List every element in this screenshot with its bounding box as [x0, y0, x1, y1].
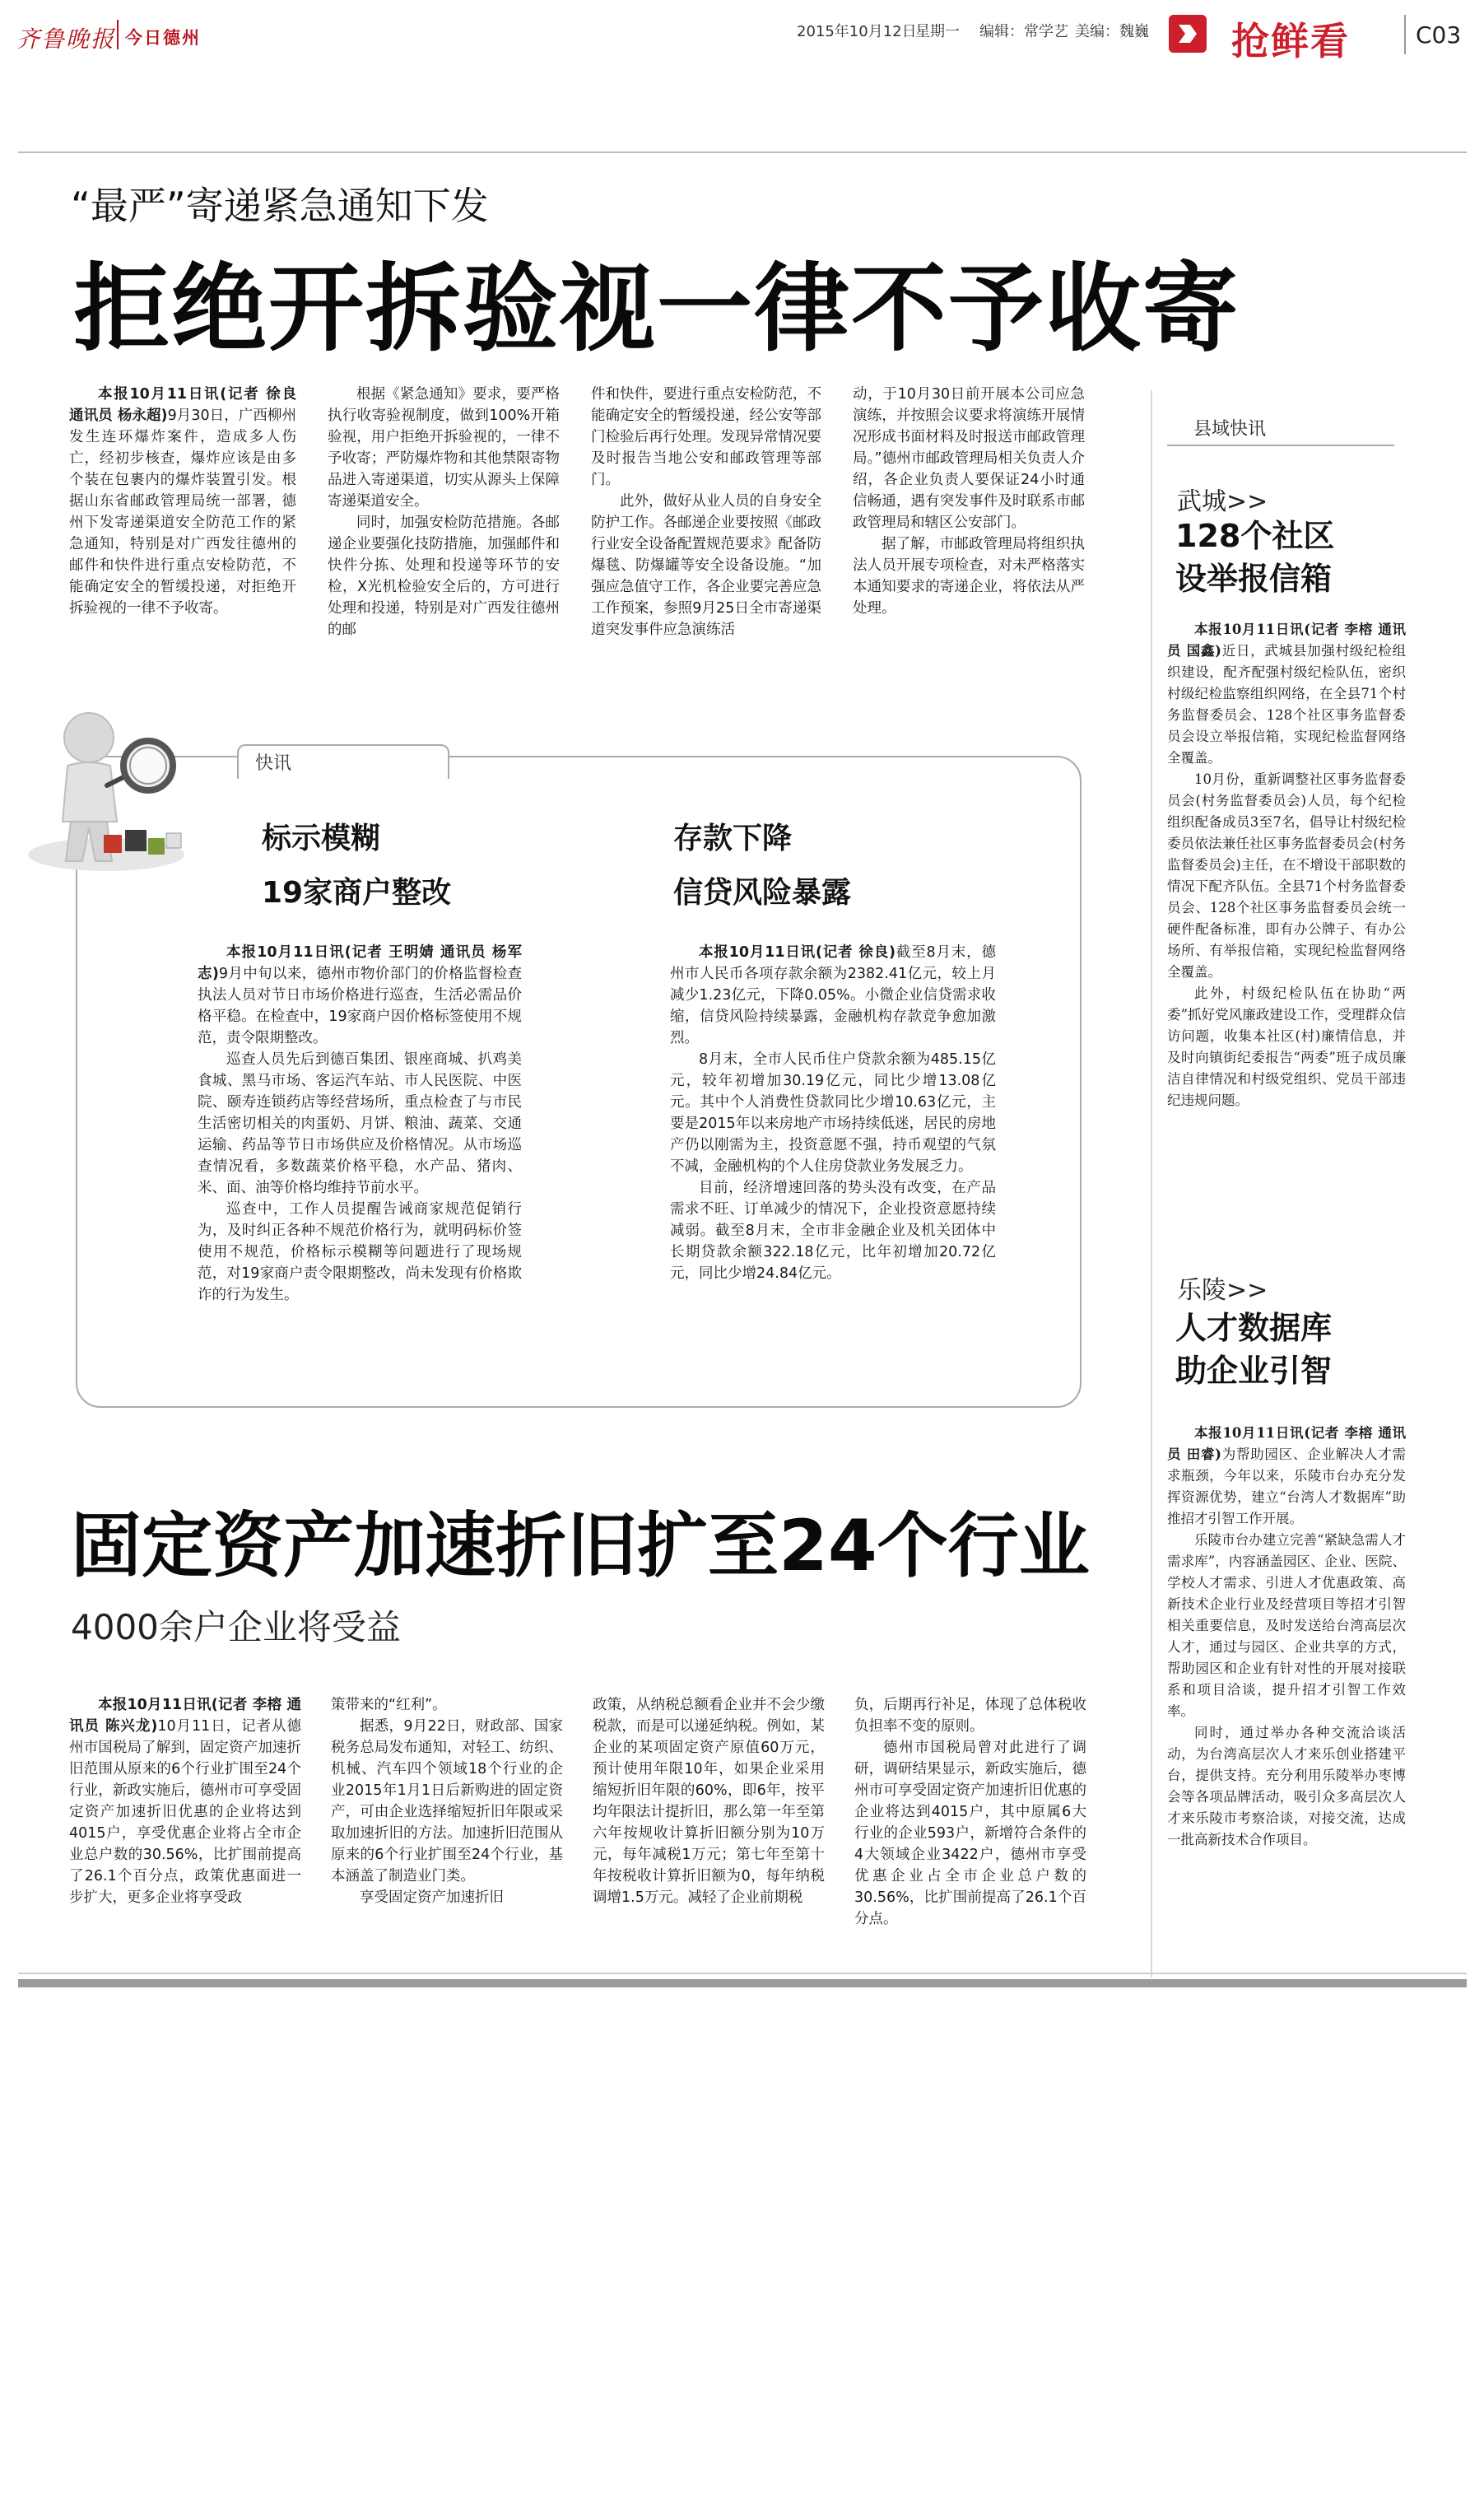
second-col3-text: 政策，从纳税总额看企业并不会少缴税款，而是可以递延纳税。例如，某企业的某项固定资产原值60万元，预计使用年限10年，如果企业采用缩短折旧年限的60%，即6年，按平均年限法计提折旧，那么第一年至第六年按规收计算折旧额分别为10万元，每年减税1万元；第七年至第十年按税收计算折旧额为0，每年纳税调增1.5万元。减轻了企业前期税	[593, 1697, 825, 1906]
second-column-1	[69, 1694, 301, 1971]
second-col4-para-2: 德州市国税局曾对此进行了调研，调研结果显示，新政实施后，德州市可享受固定资产加速折旧优惠的企业将达到4015户，其中原属6大行业的企业593户，新增符合条件的4大领域企业3422户，德州市享受优惠企业占全市企业总户数的30.56%，比扩围前提高了26.1个百分点。	[854, 1740, 1086, 1927]
sidebar-item1-dateline: 本报10月11日讯(记者 李榕 通讯员 国鑫)	[1167, 622, 1406, 659]
kuaixun-left-dateline: 本报10月11日讯(记者 王明婧 通讯员 杨军志)	[198, 944, 522, 982]
editor-credit: 编辑：常学艺	[979, 23, 1068, 40]
second-subhead: 4000余户企业将受益	[71, 1607, 401, 1647]
sidebar-item1-p2: 10月份，重新调整社区事务监督委员会(村务监督委员会)人员，每个纪检组织配备成员3至7名，倡导让村级纪检委员依法兼任社区事务监督委员会(村务监督委员会)主任，在不增设干部职数的情况下配齐队伍。全县71个村务监督委员会、128个社区事务监督委员会统一硬件配备标准，即有办公牌子、有办公场所、有举报信箱，实现纪检监督网络全覆盖。	[1167, 771, 1406, 980]
kuaixun-right-body	[670, 942, 996, 1395]
lead-col4-para-1: 动，于10月30日前开展本公司应急演练，并按照会议要求将演练开展情况形成书面材料及时报送市邮政管理局。”德州市邮政管理局相关负责人介绍，各企业负责人要保证24小时通信畅通，遇有突发事件及时联系市邮政管理局和辖区公安部门。	[853, 386, 1085, 531]
lead-col1-text: 9月30日，广西柳州发生连环爆炸案件，造成多人伤亡，经初步核查，爆炸应该是由多个装在包裹内的爆炸装置引发。根据山东省邮政管理局统一部署，德州下发寄递渠道安全防范工作的紧急通知，特别是对广西发往德州的邮件和快件进行重点安检防范，不能确定安全的暂缓投递，对拒绝开拆验视的一律不予收寄。	[69, 408, 296, 617]
kuaixun-right-p3: 目前，经济增速回落的势头没有改变，在产品需求不旺、订单减少的情况下，企业投资意愿持续减弱。截至8月末，全市非金融企业及机关团体中长期贷款余额322.18亿元，比年初增加20.72亿元，同比少增24.84亿元。	[670, 1180, 996, 1282]
second-column-4	[854, 1694, 1086, 1971]
kuaixun-right-title-2: 信贷风险暴露	[673, 876, 852, 910]
sidebar-item1-p1: 近日，武城县加强村级纪检组织建设，配齐配强村级纪检队伍，密织村级纪检监察组织网络，在全县71个村务监督委员会、128个社区事务监督委员会设立举报信箱，实现纪检监督网络全覆盖。	[1167, 643, 1406, 766]
lead-column-3	[591, 384, 821, 696]
issue-weekday: 星期一	[915, 23, 960, 40]
second-column-2	[331, 1694, 563, 1971]
second-col1-text: 10月11日，记者从德州市国税局了解到，固定资产加速折旧范围从原来的6个行业扩围至24个行业，新政实施后，德州市可享受固定资产加速折旧优惠的企业将达到4015户，享受优惠企业将占全市企业总户数的30.56%，比扩围前提高了26.1个百分点，政策优惠面进一步扩大，更多企业将享受政	[69, 1718, 301, 1906]
second-column-3	[593, 1694, 825, 1971]
issue-date: 2015年10月12日	[797, 23, 917, 40]
footer-rule	[18, 1979, 1467, 1987]
kuaixun-left-p2: 巡查人员先后到德百集团、银座商城、扒鸡美食城、黑马市场、客运汽车站、市人民医院、中医院、颐寿连锁药店等经营场所，重点检查了与市民生活密切相关的肉蛋奶、月饼、粮油、蔬菜、交通运输、药品等节日市场供应及价格情况。从市场巡查情况看，多数蔬菜价格平稳，水产品、猪肉、米、面、油等价格均维持节前水平。	[198, 1051, 522, 1196]
sidebar-label-rule	[1167, 445, 1394, 446]
second-col2-para-1: 策带来的“红利”。	[331, 1697, 447, 1713]
second-dateline: 本报10月11日讯(记者 李榕 通讯员 陈兴龙)	[69, 1697, 301, 1735]
lead-headline: 拒绝开拆验视一律不予收寄	[74, 254, 1240, 365]
sidebar-item2-body	[1167, 1423, 1406, 1976]
brand-badge-icon	[1169, 15, 1207, 53]
lead-column-2	[328, 384, 560, 696]
magnifier-figure-icon	[25, 706, 189, 871]
designer-credit: 美编：魏巍	[1075, 23, 1149, 40]
sidebar-item1-region: 武城>>	[1177, 487, 1268, 516]
sidebar-item1-p3: 此外，村级纪检队伍在协助“两委”抓好党风廉政建设工作，受理群众信访问题，收集本社区(村)廉情信息，并及时向镇街纪委报告“两委”班子成员廉洁自律情况和村级党组织、党员干部违纪违规问题。	[1167, 985, 1406, 1108]
second-col2-para-2: 据悉，9月22日，财政部、国家税务总局发布通知，对轻工、纺织、机械、汽车四个领域18个行业的企业2015年1月1日后新购进的固定资产，可由企业选择缩短折旧年限或采取加速折旧的方法。加速折旧范围从原来的6个行业扩围至24个行业，基本涵盖了制造业门类。	[331, 1718, 563, 1884]
sidebar-item2-dateline: 本报10月11日讯(记者 李榕 通讯员 田睿)	[1167, 1425, 1406, 1462]
brand-title: 抢鲜看	[1231, 19, 1350, 63]
header-rule	[18, 151, 1467, 153]
sidebar-item2-title-2: 助企业引智	[1175, 1353, 1333, 1389]
second-headline: 固定资产加速折旧扩至24个行业	[71, 1505, 1090, 1587]
kuaixun-left-title-1: 标示模糊	[262, 822, 381, 855]
kuaixun-label: 快讯	[255, 753, 292, 774]
sidebar-item1-title-2: 设举报信箱	[1175, 561, 1333, 597]
lead-dateline: 本报10月11日讯(记者 徐良 通讯员 杨永超)	[69, 386, 296, 424]
lead-column-4	[853, 384, 1085, 696]
newspaper-logo: 齐鲁晚报	[16, 26, 116, 53]
lead-col2-para-2: 同时，加强安检防范措施。各邮递企业要强化技防措施，加强邮件和快件分拣、处理和投递等环节的安检，X光机检验安全后的，方可进行处理和投递，特别是对广西发往德州的邮	[328, 515, 560, 638]
kuaixun-right-title-1: 存款下降	[673, 822, 793, 855]
section-name: 今日德州	[125, 28, 201, 48]
kuaixun-left-title-2: 19家商户整改	[262, 876, 452, 910]
footer-thin-rule	[18, 1973, 1467, 1974]
page-number: C03	[1416, 21, 1462, 49]
sidebar-item1-title-1: 128个社区	[1175, 518, 1335, 554]
lead-col4-para-2: 据了解，市邮政管理局将组织执法人员开展专项检查，对未严格落实本通知要求的寄递企业，将依法从严处理。	[853, 536, 1085, 617]
brand-divider	[1404, 15, 1406, 54]
lead-kicker: “最严”寄递紧急通知下发	[71, 184, 489, 228]
sidebar-label: 县域快讯	[1193, 419, 1267, 440]
sidebar-item2-p1: 为帮助园区、企业解决人才需求瓶颈，今年以来，乐陵市台办充分发挥资源优势，建立“台湾人才数据库”助推招才引智工作开展。	[1167, 1447, 1406, 1526]
lead-col2-para-1: 根据《紧急通知》要求，要严格执行收寄验视制度，做到100%开箱验视，用户拒绝开拆验视的，一律不予收寄；严防爆炸物和其他禁限寄物品进入寄递渠道，切实从源头上保障寄递渠道安全。	[328, 386, 560, 510]
lead-col3-para-1: 件和快件，要进行重点安检防范，不能确定安全的暂缓投递，经公安等部门检验后再行处理。发现异常情况要及时报告当地公安和邮政管理等部门。	[591, 386, 821, 488]
logo-divider	[117, 20, 119, 49]
kuaixun-right-p2: 8月末，全市人民币住户贷款余额为485.15亿元，较年初增加30.19亿元，同比少增13.08亿元。其中个人消费性贷款同比少增10.63亿元，主要是2015年以来房地产市场持续低迷，居民的房地产仍以刚需为主，投资意愿不强，持币观望的气氛不减，金融机构的个人住房贷款业务发展乏力。	[670, 1051, 996, 1175]
kuaixun-left-body	[198, 942, 522, 1395]
sidebar-item2-p3: 同时，通过举办各种交流洽谈活动，为台湾高层次人才来乐创业搭建平台，提供支持。充分利用乐陵举办枣博会等各项品牌活动，吸引众多高层次人才来乐陵市考察洽谈，对接交流，达成一批高新技术合作项目。	[1167, 1725, 1406, 1847]
second-col4-para-1: 负，后期再行补足，体现了总体税收负担率不变的原则。	[854, 1697, 1086, 1735]
sidebar-item1-body	[1167, 619, 1406, 1212]
kuaixun-left-p3: 巡查中，工作人员提醒告诫商家规范促销行为，及时纠正各种不规范价格行为，就明码标价签使用不规范，价格标示模糊等问题进行了现场规范，对19家商户责令限期整改，尚未发现有价格欺诈的行为发生。	[198, 1201, 522, 1303]
sidebar-item2-p2: 乐陵市台办建立完善“紧缺急需人才需求库”，内容涵盖园区、企业、医院、学校人才需求、引进人才优惠政策、高新技术企业行业及经营项目等招才引智相关重要信息，及时发送给台湾高层次人才，通过与园区、企业共享的方式，帮助园区和企业有针对性的开展对接联系和项目洽谈，提升招才引智工作效率。	[1167, 1532, 1406, 1719]
sidebar-item2-region: 乐陵>>	[1177, 1276, 1268, 1305]
sidebar-divider	[1151, 390, 1152, 1978]
lead-column-1	[69, 384, 296, 696]
kuaixun-left-p1: 9月中旬以来，德州市物价部门的价格监督检查执法人员对节日市场价格进行巡查，生活必需品价格平稳。在检查中，19家商户因价格标签使用不规范，责令限期整改。	[198, 966, 522, 1046]
kuaixun-right-p1: 截至8月末，德州市人民币各项存款余额为2382.41亿元，较上月减少1.23亿元，下降0.05%。小微企业信贷需求收缩，信贷风险持续暴露，金融机构存款竞争愈加激烈。	[670, 944, 996, 1046]
second-col2-para-3: 享受固定资产加速折旧	[360, 1889, 504, 1906]
sidebar-item2-title-1: 人才数据库	[1175, 1310, 1333, 1346]
lead-col3-para-2: 此外，做好从业人员的自身安全防护工作。各邮递企业要按照《邮政行业安全设备配置规范要求》配备防爆毯、防爆罐等安全设备设施。“加强应急值守工作，各企业要完善应急工作预案，参照9月25日全市寄递渠道突发事件应急演练活	[591, 493, 821, 638]
kuaixun-right-dateline: 本报10月11日讯(记者 徐良)	[699, 944, 896, 961]
